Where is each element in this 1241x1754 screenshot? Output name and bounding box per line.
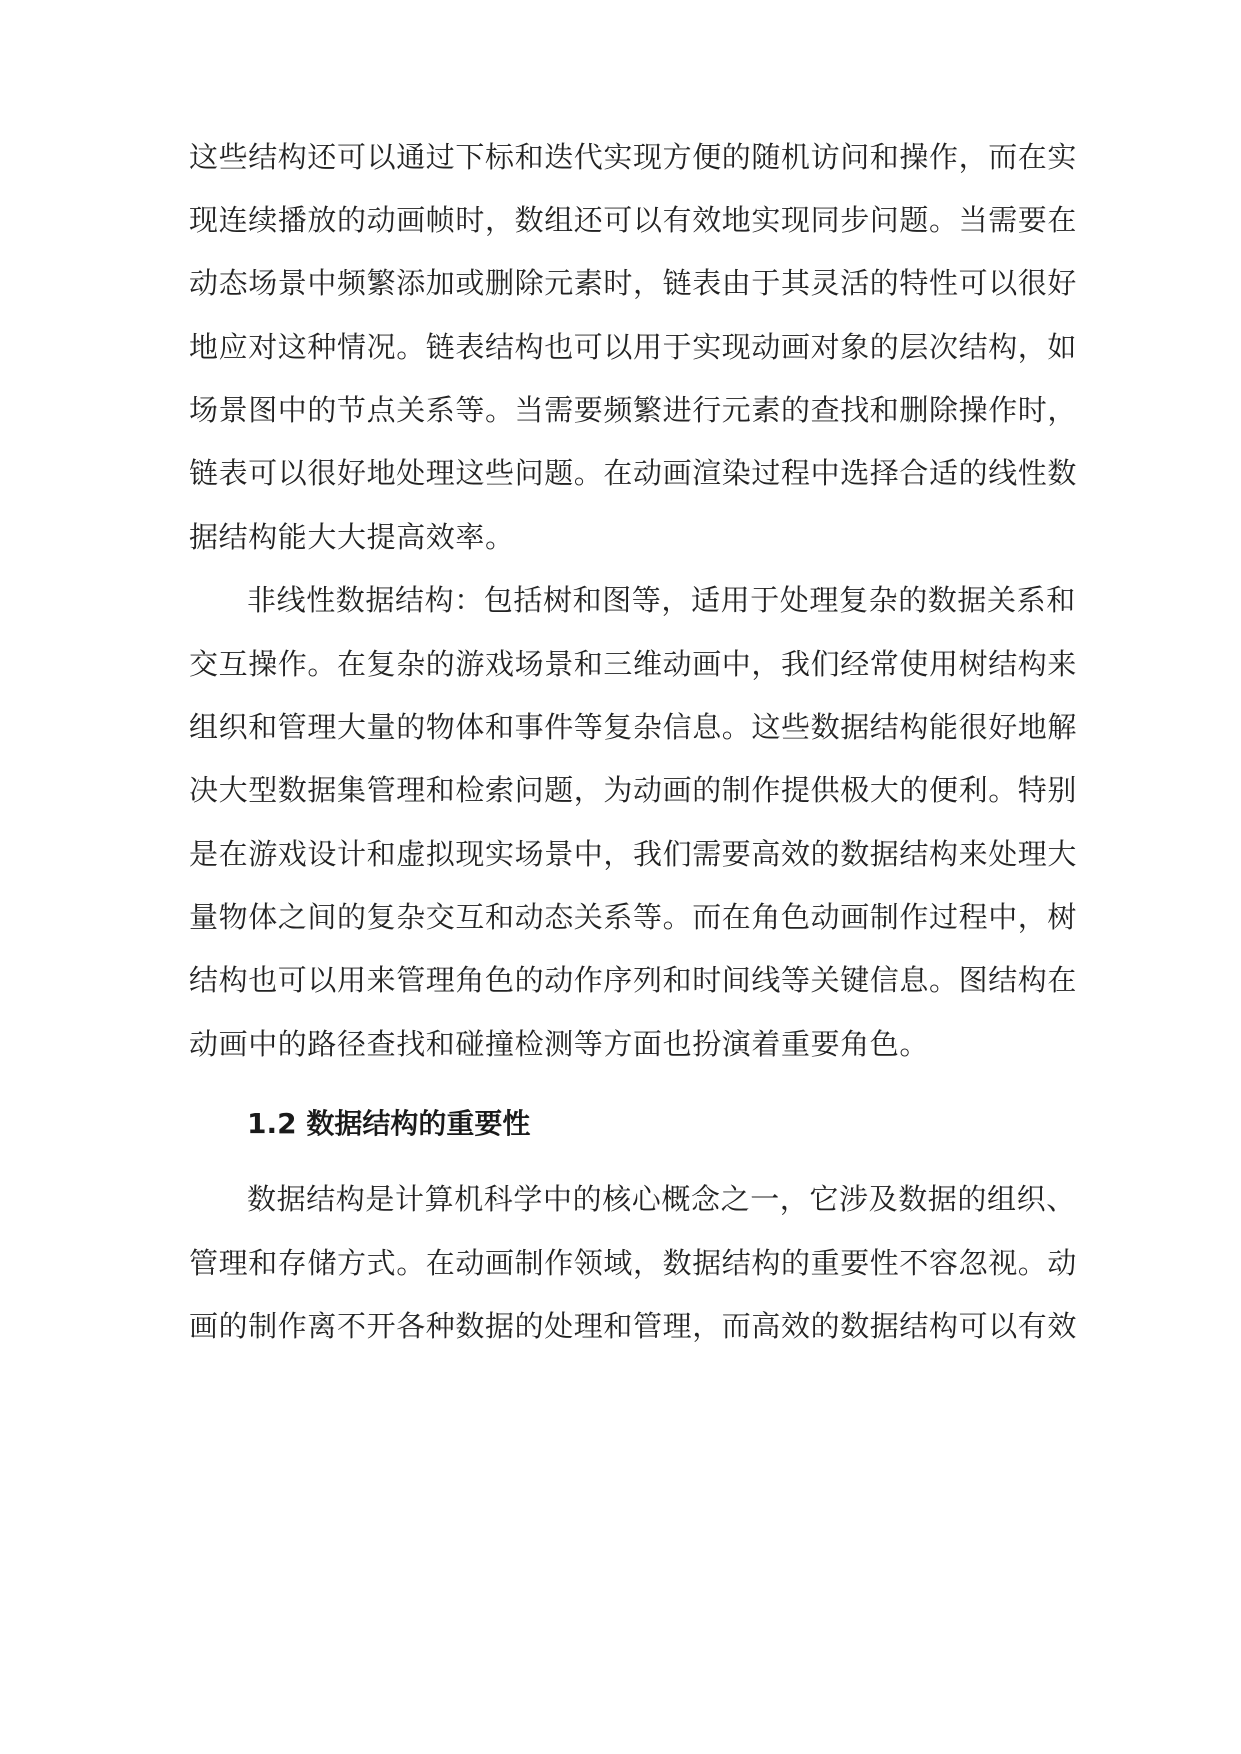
paragraph-line: 现连续播放的动画帧时，数组还可以有效地实现同步问题。当需要在 bbox=[189, 203, 1078, 237]
paragraph-line: 场景图中的节点关系等。当需要频繁进行元素的查找和删除操作时， bbox=[189, 393, 1078, 427]
paragraph-line: 动画中的路径查找和碰撞检测等方面也扮演着重要角色。 bbox=[189, 1027, 930, 1061]
paragraph-line: 这些结构还可以通过下标和迭代实现方便的随机访问和操作，而在实 bbox=[189, 140, 1078, 174]
paragraph-line: 量物体之间的复杂交互和动态关系等。而在角色动画制作过程中，树 bbox=[189, 900, 1078, 934]
paragraph-line: 数据结构是计算机科学中的核心概念之一，它涉及数据的组织、 bbox=[247, 1182, 1076, 1216]
paragraph-line: 非线性数据结构：包括树和图等，适用于处理复杂的数据关系和 bbox=[247, 583, 1076, 617]
paragraph-line: 是在游戏设计和虚拟现实场景中，我们需要高效的数据结构来处理大 bbox=[189, 837, 1078, 871]
paragraph-line: 交互操作。在复杂的游戏场景和三维动画中，我们经常使用树结构来 bbox=[189, 647, 1078, 681]
paragraph-line: 画的制作离不开各种数据的处理和管理，而高效的数据结构可以有效 bbox=[189, 1309, 1078, 1343]
paragraph-line: 据结构能大大提高效率。 bbox=[189, 520, 515, 554]
paragraph-line: 管理和存储方式。在动画制作领域，数据结构的重要性不容忽视。动 bbox=[189, 1246, 1078, 1280]
paragraph-line: 结构也可以用来管理角色的动作序列和时间线等关键信息。图结构在 bbox=[189, 963, 1078, 997]
paragraph-line: 组织和管理大量的物体和事件等复杂信息。这些数据结构能很好地解 bbox=[189, 710, 1078, 744]
paragraph-line: 决大型数据集管理和检索问题，为动画的制作提供极大的便利。特别 bbox=[189, 773, 1078, 807]
paragraph-line: 链表可以很好地处理这些问题。在动画渲染过程中选择合适的线性数 bbox=[189, 456, 1078, 490]
paragraph-line: 地应对这种情况。链表结构也可以用于实现动画对象的层次结构，如 bbox=[189, 330, 1078, 364]
paragraph-line: 动态场景中频繁添加或删除元素时，链表由于其灵活的特性可以很好 bbox=[189, 266, 1078, 300]
section-heading: 1.2 数据结构的重要性 bbox=[247, 1107, 531, 1140]
